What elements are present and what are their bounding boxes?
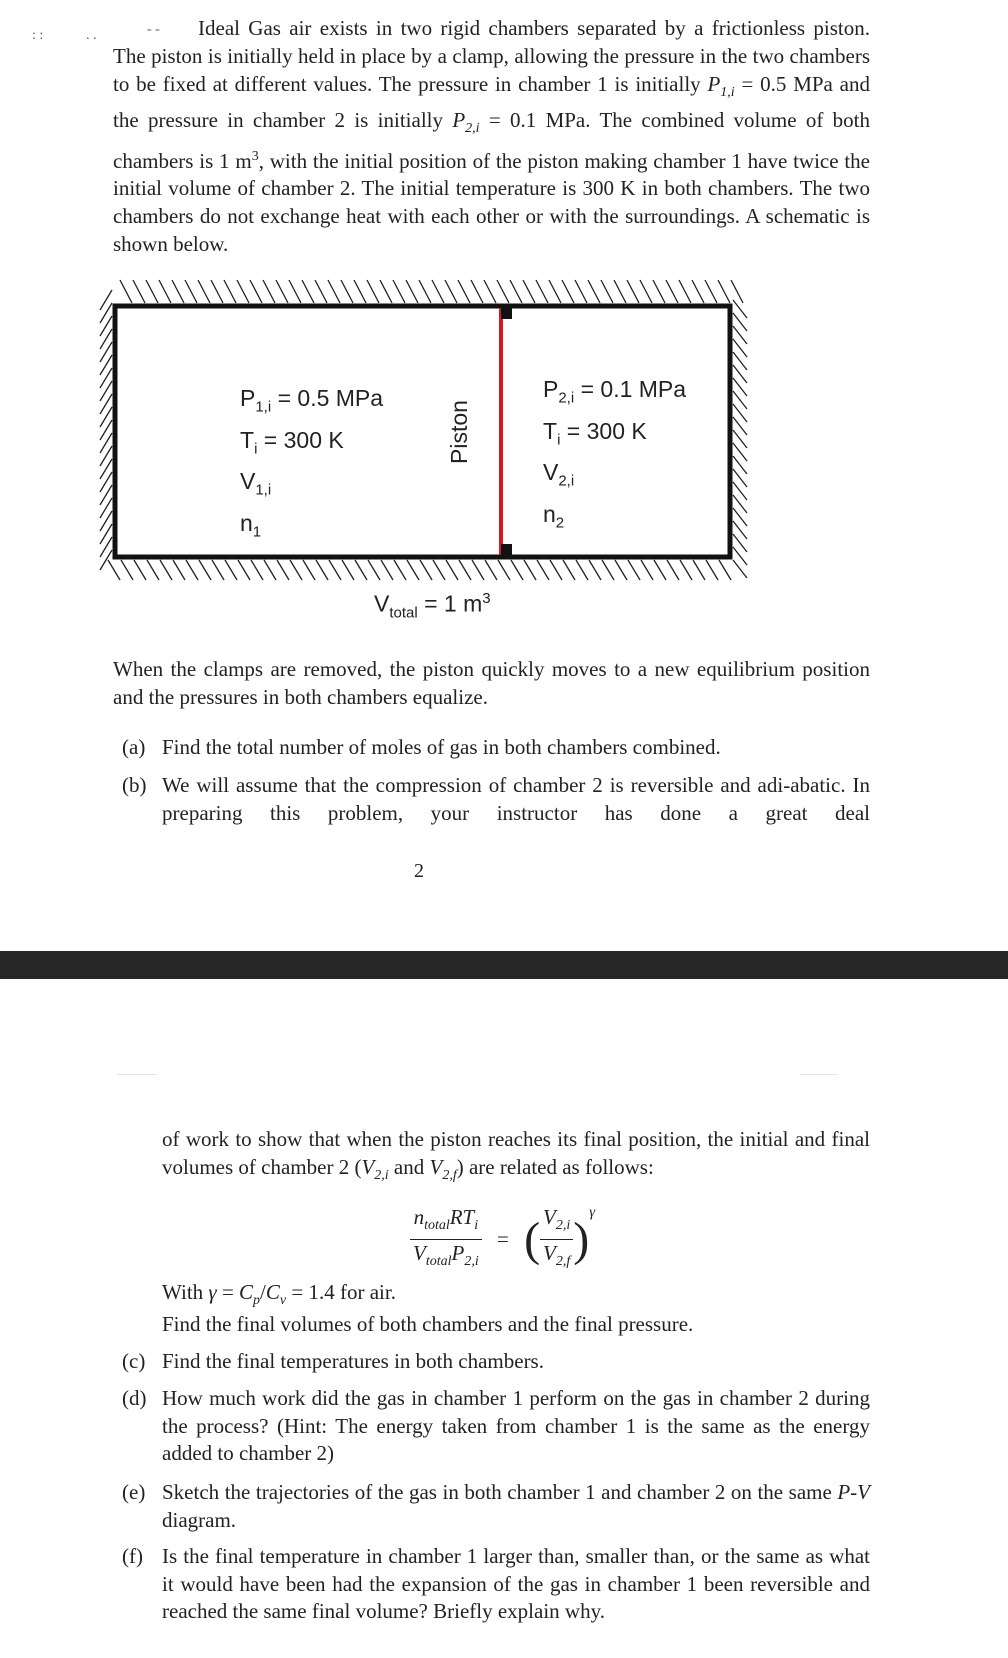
schematic-diagram [0,270,1008,640]
hatch-bottom [108,560,731,580]
question-e [122,1479,870,1534]
dash-mark: - - [147,22,160,37]
find-line: Find the final volumes of both chambers and the final pressure. [162,1312,694,1336]
intro-paragraph: Ideal Gas air exists in two rigid chambers separated by a frictionless piston. The piston is initially held in place by a clamp, allowing the pressure in the two chambers to be fixed at different values. The pressure in chamber 1 is initially $P_{1,i} = 0.5$ MPa and the pressure in chamber 2 is initially $P_{2,i} = 0.1$ MPa. The combined volume of both chambers is 1 $m^3$, with the initial position of the piston making chamber 1 have twice the initial volume of chamber 2. The initial temperature is 300 K in both chambers. The two chambers do not exchange heat with each other or with the surroundings. A schematic is shown below. [113,16,871,256]
question-f [122,1543,870,1626]
t1i-label: $T_i = 300$ K [240,426,344,458]
question-c-label: (c) [122,1349,146,1373]
question-b [122,772,870,827]
question-c-text: Find the final temperatures in both chambers. [162,1349,544,1373]
vtotal-label: $V_{total} = 1$ $m^3$ [374,590,491,622]
question-c [122,1348,870,1376]
n1-label: $n_1$ [240,509,262,541]
faint-line-left [117,1074,157,1075]
hatch-right [733,300,747,578]
question-f-label: (f) [122,1544,143,1568]
p1i-label: $P_{1,i} = 0.5$ MPa [240,385,384,416]
question-d-text: How much work did the gas in chamber 1 perform on the gas in chamber 2 during the process? (Hint: The energy taken from chamber 1 is the same as the energy added to chamber 2) [162,1386,870,1465]
equation-right-fraction: $\frac{V_{2,i}}{V_{2,f}}$ [540,1204,573,1275]
p2i-label: $P_{2,i} = 0.1$ MPa [543,376,687,407]
question-d-label: (d) [122,1386,147,1410]
dot-mark: . . [86,28,97,43]
corner-mark: : : [32,28,44,43]
question-f-text: Is the final temperature in chamber 1 larger than, smaller than, or the same as what it would have been had the expansion of the gas in chamber 1 been reversible and reached the same final volume? Briefly explain why. [162,1544,870,1623]
page-divider [0,951,1008,979]
t2i-label: $T_i = 300$ K [543,417,647,449]
question-b-continued: of work to show that when the piston reaches its final position, the initial and final volumes of chamber 2 ($V_{2,i}$ and $V_{2,f}$) are related as follows: [162,1127,870,1183]
hatch-top [120,280,743,303]
question-a-text: Find the total number of moles of gas in both chambers combined. [162,735,721,759]
question-e-text: Sketch the trajectories of the gas in both chamber 1 and chamber 2 on the same P-V diagram. [162,1480,870,1532]
chamber2-labels [543,373,686,539]
piston-label: Piston [446,400,472,464]
v2i-label: $V_{2,i}$ [543,459,575,490]
equation-left-fraction: $\frac{n_{total}RT_i}{V_{total}P_{2,i}}$ [410,1204,482,1275]
question-a-label: (a) [122,735,146,759]
volume-equation: $\frac{n_{total}RT_i}{V_{total}P_{2,i}}$ = ( $\frac{V_{2,i}}{V_{2,f}}$ )$^\gamma$ [410,1204,595,1275]
clamps-paragraph: When the clamps are removed, the piston quickly moves to a new equilibrium position and the pressures in both chambers equalize. [113,657,870,709]
question-b-label: (b) [122,773,147,797]
page-number: 2 [414,860,424,882]
chamber1-labels [240,382,383,548]
v1i-label: $V_{1,i}$ [240,468,272,499]
question-e-label: (e) [122,1480,146,1504]
clamp-bottom [501,544,512,555]
gamma-line: With $\gamma = C_p/C_v = 1.4$ for air. [162,1280,396,1309]
faint-line-right [800,1074,838,1075]
question-b-text: We will assume that the compression of chamber 2 is reversible and adi-abatic. In preparing this problem, your instructor has done a great deal [162,773,870,825]
clamp-top [501,308,512,319]
question-d [122,1385,870,1468]
question-a [122,734,870,762]
n2-label: $n_2$ [543,500,565,532]
hatch-left [100,290,112,570]
